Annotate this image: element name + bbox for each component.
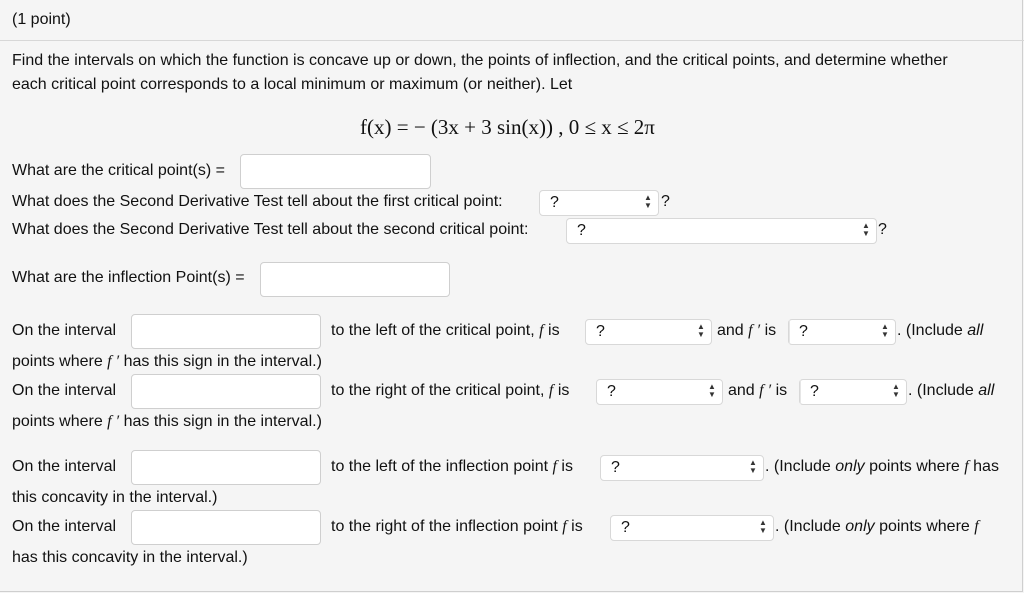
second-test-help[interactable]: ? [878,221,887,238]
select-arrows-icon: ▲ ▼ [881,322,889,339]
and-word: and [717,322,744,339]
select-arrows-icon: ▲ ▼ [759,518,767,535]
select-value: ? [596,323,605,340]
concavity-note-2: has this concavity in the interval.) [12,549,248,566]
include-text: . (Include [897,322,963,339]
second-test-select-value: ? [577,222,586,239]
select-arrows-icon: ▲ ▼ [708,382,716,399]
f-prime-symbol: f ′ [748,322,761,339]
select-arrows-icon: ▲ ▼ [644,193,652,210]
left-inflection-phrase: to the left of the inflection point [331,458,549,475]
is-word: is [561,458,573,475]
right-inflection-phrase: to the right of the inflection point [331,518,558,535]
f-symbol: f [552,458,557,475]
right-inflection-text [331,516,583,538]
f-left-critical-select[interactable] [585,319,712,345]
and-fprime-text-2 [728,380,787,402]
all-word: all [967,322,984,339]
points-where-text: points where [12,413,103,430]
f-symbol: f [539,322,544,339]
is-word: is [571,518,583,535]
select-value: ? [611,459,620,476]
fprime-left-critical-select[interactable] [788,319,896,345]
points-where-text: points where [12,353,103,370]
first-test-select-value: ? [550,194,559,211]
include-text: . (Include [908,382,974,399]
critical-points-label: What are the critical point(s) = [12,162,225,179]
select-value: ? [799,323,808,340]
points-where-text: points where [879,518,970,535]
interval-input-right-critical[interactable] [131,374,321,409]
only-word: only [835,458,865,475]
second-test-select[interactable] [566,218,877,244]
select-value: ? [621,519,630,536]
instructions-line-2: each critical point corresponds to a local minimum or maximum (or neither). Let [12,76,573,93]
f-right-critical-select[interactable] [596,379,723,405]
concavity-left-select[interactable] [600,455,764,481]
concavity-note-1: this concavity in the interval.) [12,489,218,506]
include-all-2 [908,380,994,402]
function-formula: f(x) = − (3x + 3 sin(x)) , 0 ≤ x ≤ 2π [360,115,655,139]
select-divider [789,320,790,344]
select-arrows-icon: ▲ ▼ [862,221,870,238]
left-inflection-text [331,456,573,478]
sign-suffix-text: has this sign in the interval.) [123,353,322,370]
inflection-points-label: What are the inflection Point(s) = [12,269,245,286]
interval-label-2: On the interval [12,382,117,399]
fprime-right-critical-select[interactable] [799,379,907,405]
has-word: has [973,458,999,475]
inflection-points-input[interactable] [260,262,450,297]
first-test-select[interactable] [539,190,659,216]
f-prime-symbol: f ′ [107,413,120,430]
points-label: (1 point) [12,11,71,28]
f-symbol: f [964,458,969,475]
second-test-label: What does the Second Derivative Test tell about the second critical point: [12,221,529,238]
sign-note-1 [12,351,322,373]
f-symbol: f [562,518,567,535]
and-fprime-text-1 [717,320,776,342]
interval-label-1: On the interval [12,322,117,339]
sign-suffix-text: has this sign in the interval.) [123,413,322,430]
is-word: is [775,382,788,399]
interval-input-left-critical[interactable] [131,314,321,349]
points-where-text: points where [869,458,960,475]
is-word: is [548,322,560,339]
f-symbol: f [548,382,554,399]
interval-label-4: On the interval [12,518,117,535]
is-word: is [557,382,570,399]
header-divider [0,40,1024,41]
select-arrows-icon: ▲ ▼ [892,382,900,399]
all-word: all [978,382,995,399]
select-value: ? [607,383,616,400]
right-critical-phrase: to the right of the critical point, [331,382,545,399]
right-critical-text [331,380,569,402]
select-divider [800,380,801,404]
only-word: only [845,518,875,535]
first-test-label: What does the Second Derivative Test tell about the first critical point: [12,193,503,210]
instructions-line-1: Find the intervals on which the function is concave up or down, the points of inflection, and the critical points, and determine whether [12,52,948,69]
is-word: is [764,322,777,339]
concavity-right-select[interactable] [610,515,774,541]
sign-note-2 [12,411,322,433]
include-only-2 [775,516,979,538]
first-test-help[interactable]: ? [661,193,670,210]
include-text: . (Include [775,518,841,535]
include-only-1 [765,456,999,478]
include-all-1 [897,320,983,342]
select-value: ? [810,383,819,400]
f-symbol: f [974,518,979,535]
interval-label-3: On the interval [12,458,117,475]
and-word: and [728,382,755,399]
include-text: . (Include [765,458,831,475]
critical-points-input[interactable] [240,154,431,189]
interval-input-left-inflection[interactable] [131,450,321,485]
f-prime-symbol: f ′ [107,353,120,370]
interval-input-right-inflection[interactable] [131,510,321,545]
left-critical-phrase: to the left of the critical point, [331,322,535,339]
f-prime-symbol: f ′ [759,382,772,399]
select-arrows-icon: ▲ ▼ [749,458,757,475]
select-arrows-icon: ▲ ▼ [697,322,705,339]
left-critical-text [331,320,560,342]
